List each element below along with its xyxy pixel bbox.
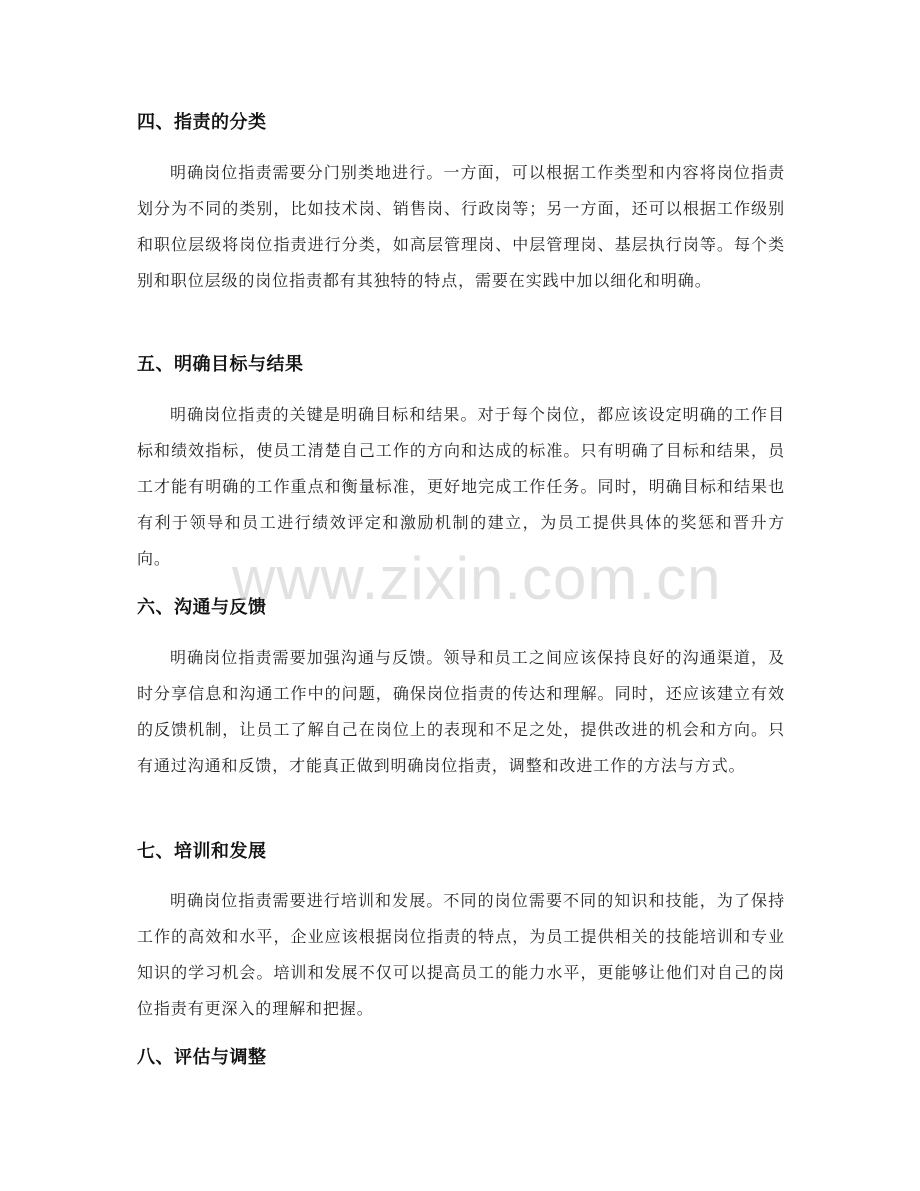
section-heading-8: 八、评估与调整 <box>137 1047 267 1068</box>
watermark-text: www.zixin.com.cn <box>232 545 722 612</box>
section-paragraph-5: 明确岗位指责的关键是明确目标和结果。对于每个岗位，都应该设定明确的工作目标和绩效指标，使员工清楚自己工作的方向和达成的标准。只有明确了目标和结果，员工才能有明确的工作重点和衡量标准，更好地完成工作任务。同时，明确目标和结果也有利于领导和员工进行绩效评定和激励机制的建立，为员工提供具体的奖惩和晋升方向。 <box>137 405 785 568</box>
section-paragraph-6: 明确岗位指责需要加强沟通与反馈。领导和员工之间应该保持良好的沟通渠道，及时分享信息和沟通工作中的问题，确保岗位指责的传达和理解。同时，还应该建立有效的反馈机制，让员工了解自己在岗位上的表现和不足之处，提供改进的机会和方向。只有通过沟通和反馈，才能真正做到明确岗位指责，调整和改进工作的方法与方式。 <box>137 648 785 775</box>
section-heading-7: 七、培训和发展 <box>137 841 267 862</box>
section-heading-4: 四、指责的分类 <box>137 112 267 133</box>
section-paragraph-7: 明确岗位指责需要进行培训和发展。不同的岗位需要不同的知识和技能，为了保持工作的高效和水平，企业应该根据岗位指责的特点，为员工提供相关的技能培训和专业知识的学习机会。培训和发展不仅可以提高员工的能力水平，更能够让他们对自己的岗位指责有更深入的理解和把握。 <box>137 891 785 1018</box>
section-paragraph-4: 明确岗位指责需要分门别类地进行。一方面，可以根据工作类型和内容将岗位指责划分为不同的类别，比如技术岗、销售岗、行政岗等；另一方面，还可以根据工作级别和职位层级将岗位指责进行分类，如高层管理岗、中层管理岗、基层执行岗等。每个类别和职位层级的岗位指责都有其独特的特点，需要在实践中加以细化和明确。 <box>137 163 785 290</box>
section-heading-5: 五、明确目标与结果 <box>137 354 304 375</box>
section-heading-6: 六、沟通与反馈 <box>137 597 267 618</box>
